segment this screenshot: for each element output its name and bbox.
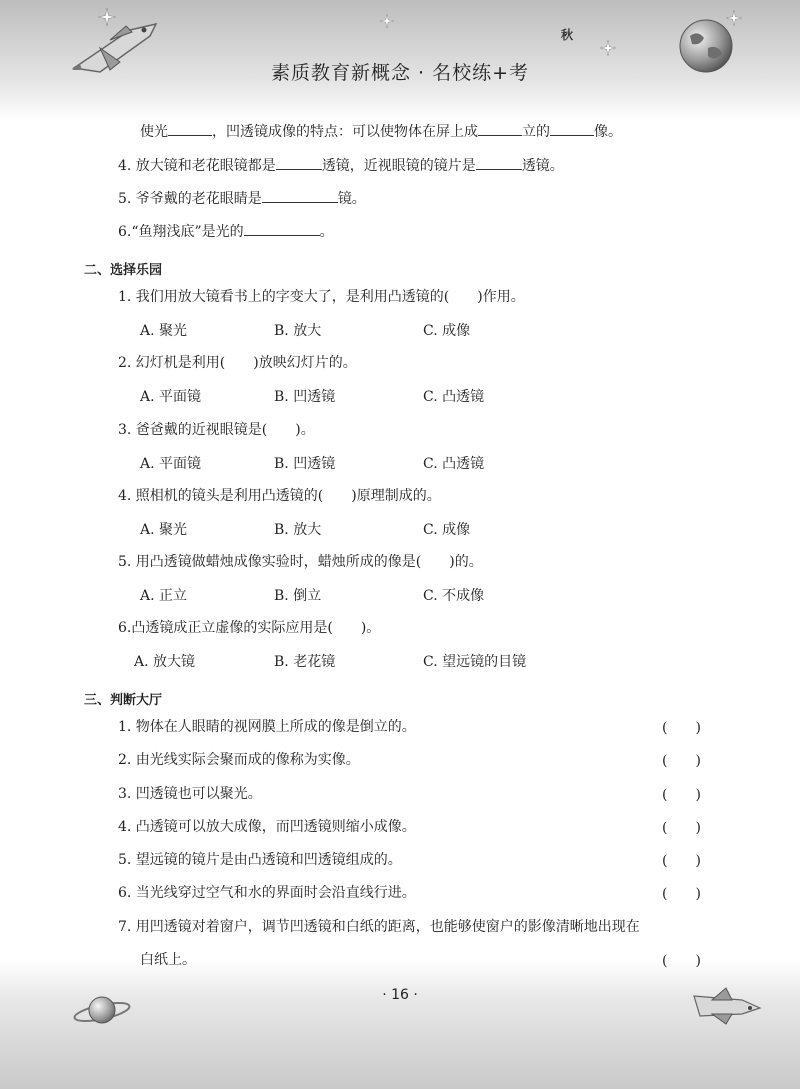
- text-segment: 透镜，近视眼镜的镜片是: [321, 158, 476, 174]
- choice-option[interactable]: A. 放大镜: [134, 654, 196, 670]
- choice-question: 5. 用凸透镜做蜡烛成像实验时，蜡烛所成的像是( )的。: [118, 554, 483, 570]
- judge-item-continuation: 白纸上。: [140, 952, 196, 968]
- choice-option[interactable]: B. 放大: [274, 522, 322, 538]
- choice-option[interactable]: A. 平面镜: [140, 389, 202, 405]
- answer-parentheses[interactable]: ( ): [662, 853, 701, 869]
- answer-parentheses[interactable]: ( ): [662, 953, 701, 969]
- choice-option[interactable]: B. 老花镜: [274, 654, 336, 670]
- section-heading-judge: 三、判断大厅: [84, 693, 163, 708]
- star-icon: [98, 8, 116, 26]
- text-segment: 5. 爷爷戴的老花眼睛是: [118, 191, 262, 207]
- answer-parentheses[interactable]: ( ): [662, 820, 701, 836]
- page-number: · 16 ·: [382, 987, 418, 1003]
- answer-blank[interactable]: [550, 121, 594, 136]
- choice-option[interactable]: C. 成像: [423, 522, 471, 538]
- judge-item: 5. 望远镜的镜片是由凸透镜和凹透镜组成的。: [118, 852, 402, 868]
- text-segment: 。: [319, 224, 334, 240]
- fill-in-question-4: [118, 155, 564, 176]
- star-icon: [600, 40, 616, 56]
- choice-option[interactable]: B. 凹透镜: [274, 389, 336, 405]
- answer-blank[interactable]: [244, 221, 320, 236]
- answer-blank[interactable]: [276, 155, 322, 170]
- section-heading-choice: 二、选择乐园: [84, 263, 163, 278]
- answer-parentheses[interactable]: ( ): [662, 753, 701, 769]
- season-label: 秋: [561, 28, 574, 42]
- text-segment: 6.“鱼翔浅底”是光的: [118, 224, 244, 240]
- choice-question: 2. 幻灯机是利用( )放映幻灯片的。: [118, 355, 357, 371]
- answer-blank[interactable]: [476, 155, 522, 170]
- judge-item: 4. 凸透镜可以放大成像，而凹透镜则缩小成像。: [118, 819, 416, 835]
- space-shuttle-icon: [692, 986, 762, 1026]
- header-title: 素质教育新概念 · 名校练+考: [270, 62, 530, 84]
- star-icon: [380, 14, 394, 28]
- choice-question: 3. 爸爸戴的近视眼镜是( )。: [118, 422, 315, 438]
- judge-item: 7. 用凹透镜对着窗户，调节凹透镜和白纸的距离，也能够使窗户的影像清晰地出现在: [118, 919, 640, 935]
- text-segment: 使光: [140, 124, 168, 140]
- fill-in-question-6: [118, 221, 334, 242]
- answer-blank[interactable]: [478, 121, 522, 136]
- fill-in-question-5: [118, 188, 366, 209]
- choice-option[interactable]: C. 成像: [423, 323, 471, 339]
- text-segment: 像。: [594, 124, 622, 140]
- choice-option[interactable]: C. 凸透镜: [423, 456, 485, 472]
- judge-item: 6. 当光线穿过空气和水的界面时会沿直线行进。: [118, 885, 416, 901]
- answer-parentheses[interactable]: ( ): [662, 886, 701, 902]
- choice-question: 4. 照相机的镜头是利用凸透镜的( )原理制成的。: [118, 488, 441, 504]
- choice-option[interactable]: B. 放大: [274, 323, 322, 339]
- text-segment: 4. 放大镜和老花眼镜都是: [118, 158, 276, 174]
- text-segment: 镜。: [337, 191, 366, 207]
- choice-question: 6.凸透镜成正立虚像的实际应用是( )。: [118, 620, 381, 636]
- text-segment: 透镜。: [521, 158, 564, 174]
- choice-option[interactable]: C. 望远镜的目镜: [423, 654, 527, 670]
- choice-option[interactable]: A. 聚光: [140, 522, 188, 538]
- choice-option[interactable]: A. 聚光: [140, 323, 188, 339]
- choice-option[interactable]: C. 凸透镜: [423, 389, 485, 405]
- choice-option[interactable]: C. 不成像: [423, 588, 485, 604]
- judge-item: 3. 凹透镜也可以聚光。: [118, 786, 262, 802]
- judge-item: 1. 物体在人眼睛的视网膜上所成的像是倒立的。: [118, 719, 416, 735]
- answer-blank[interactable]: [262, 188, 338, 203]
- choice-option[interactable]: B. 凹透镜: [274, 456, 336, 472]
- fill-in-continuation: [140, 121, 622, 142]
- choice-option[interactable]: A. 平面镜: [140, 456, 202, 472]
- text-segment: 立的: [522, 124, 550, 140]
- text-segment: ，凹透镜成像的特点：可以使物体在屏上成: [212, 124, 478, 140]
- answer-blank[interactable]: [168, 121, 212, 136]
- choice-option[interactable]: B. 倒立: [274, 588, 322, 604]
- choice-option[interactable]: A. 正立: [140, 588, 188, 604]
- answer-parentheses[interactable]: ( ): [662, 787, 701, 803]
- answer-parentheses[interactable]: ( ): [662, 720, 701, 736]
- choice-question: 1. 我们用放大镜看书上的字变大了，是利用凸透镜的( )作用。: [118, 289, 525, 305]
- judge-item: 2. 由光线实际会聚而成的像称为实像。: [118, 752, 360, 768]
